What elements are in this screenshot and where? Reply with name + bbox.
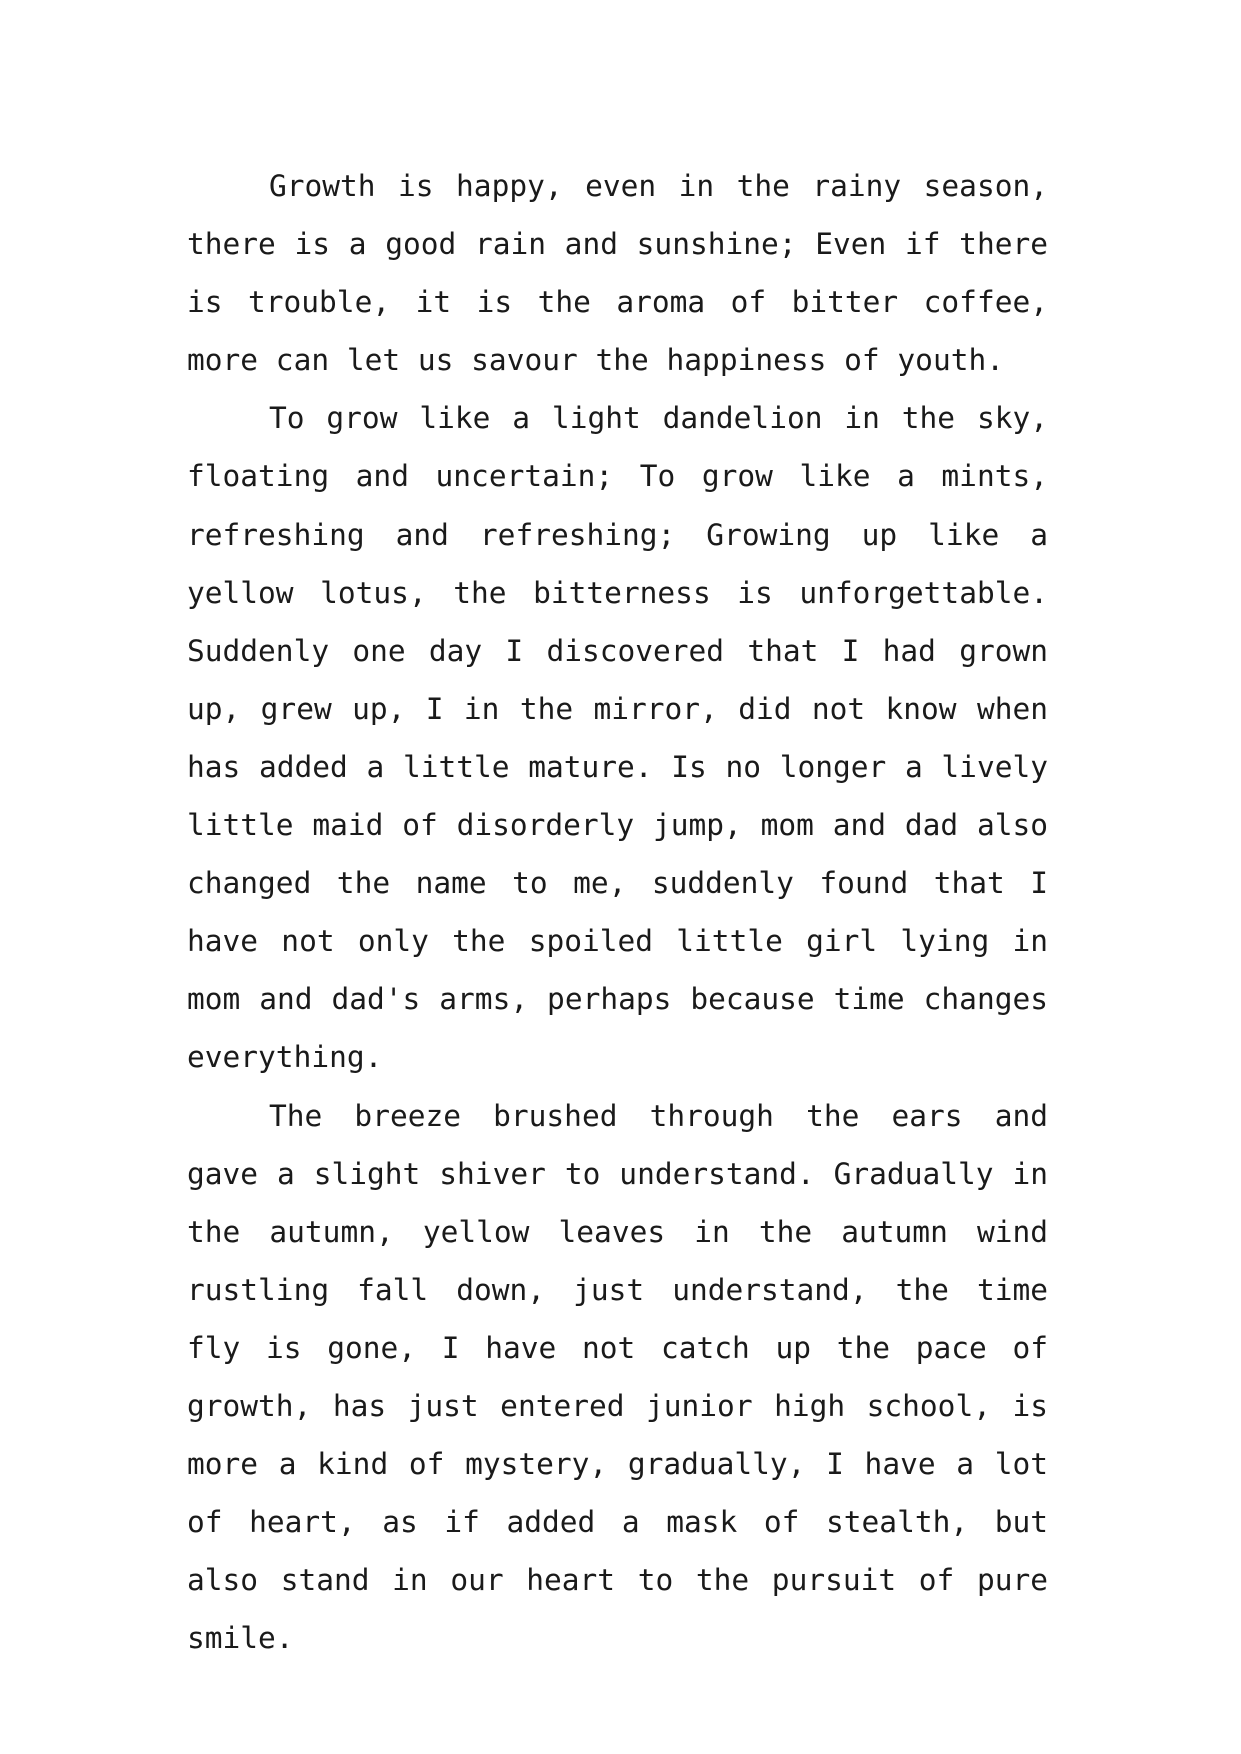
paragraph-1: Growth is happy, even in the rainy season, there is a good rain and sunshine; Even if there is trouble, it is the aroma of bitter coffee, more can let us savour the happiness of youth. [187, 169, 1048, 378]
body-text [187, 157, 1048, 1667]
paragraph-2: To grow like a light dandelion in the sky, floating and uncertain; To grow like a mints, refreshing and refreshing; Growing up like a yellow lotus, the bitterness is unforgettable. Suddenly one day I discovered that I had grown up, grew up, I in the mirror, did not know when has added a little mature. Is no longer a lively little maid of disorderly jump, mom and dad also changed the name to me, suddenly found that I have not only the spoiled little girl lying in mom and dad's arms, perhaps because time changes everything. [187, 401, 1048, 1075]
paragraph-3: The breeze brushed through the ears and gave a slight shiver to understand. Gradually in the autumn, yellow leaves in the autumn wind rustling fall down, just understand, the time fly is gone, I have not catch up the pace of growth, has just entered junior high school, is more a kind of mystery, gradually, I have a lot of heart, as if added a mask of stealth, but also stand in our heart to the pursuit of pure smile. [187, 1098, 1048, 1656]
